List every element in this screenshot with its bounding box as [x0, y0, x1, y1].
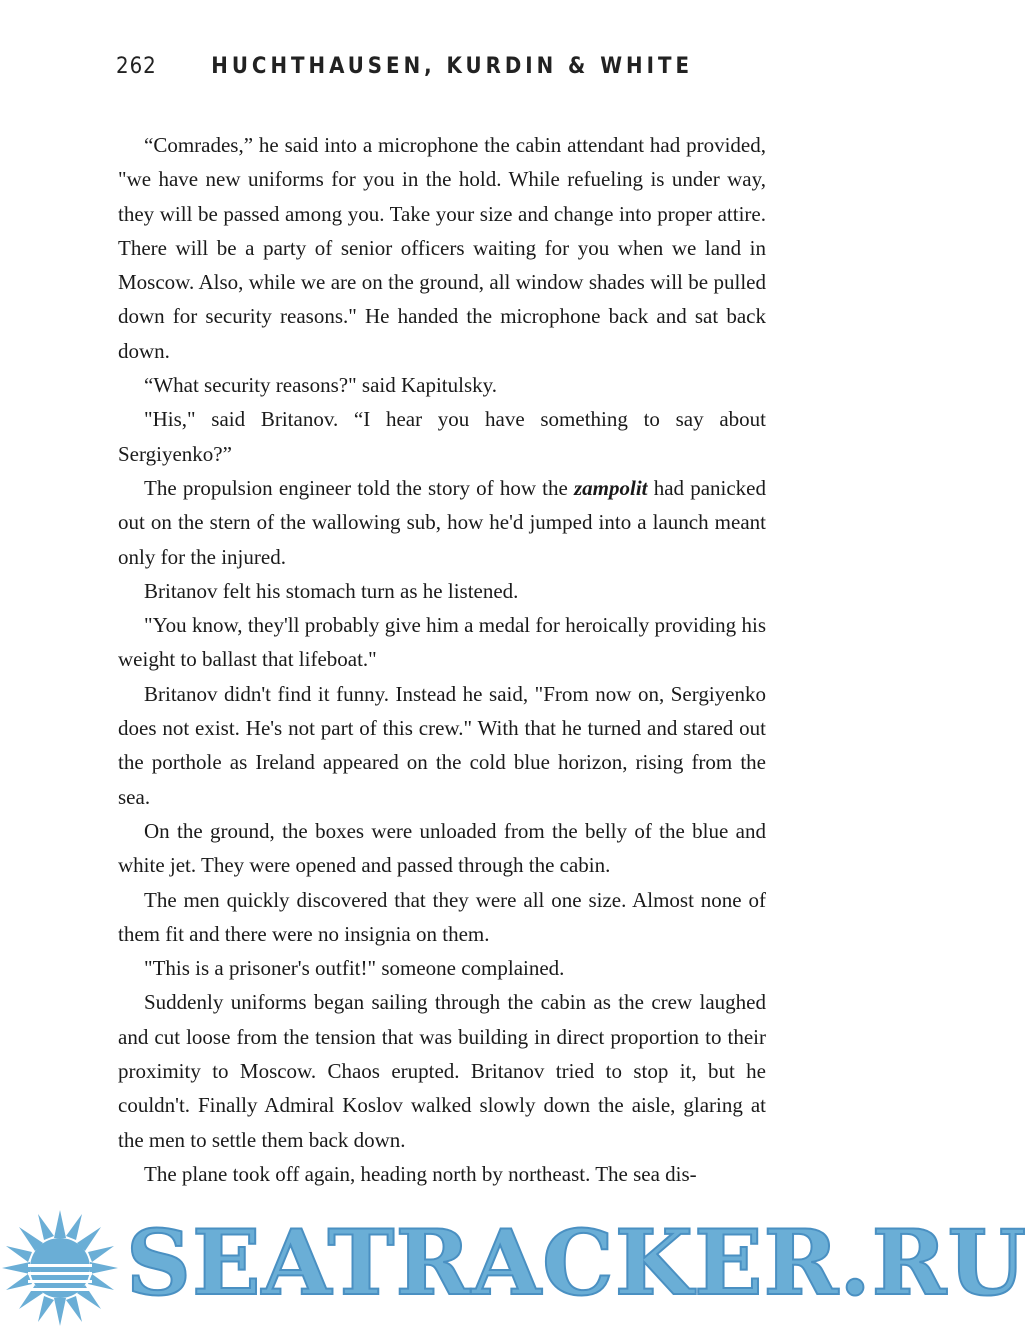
paragraph: "This is a prisoner's outfit!" someone complained.	[144, 956, 565, 981]
paragraph	[118, 471, 766, 574]
paragraph: The men quickly discovered that they were all one size. Almost none of them fit and there were no insignia on them.	[118, 887, 766, 946]
paragraph: On the ground, the boxes were unloaded from the belly of the blue and white jet. They were opened and passed through the cabin.	[118, 818, 766, 878]
emphasis-zampolit: zampolit	[574, 475, 648, 500]
paragraph: The plane took off again, heading north by northeast. The sea dis-	[144, 1161, 697, 1186]
watermark-text: SEATRACKER.RU	[126, 1210, 1027, 1316]
paragraph: Britanov felt his stomach turn as he listened.	[144, 578, 519, 603]
paragraph: "His," said Britanov. “I hear you have something to say about Sergiyenko?”	[118, 407, 766, 466]
paragraph-text: The propulsion engineer told the story of how the	[144, 475, 574, 500]
running-title: HUCHTHAUSEN, KURDIN & WHITE	[211, 54, 693, 79]
page-number: 262	[116, 54, 157, 79]
body-text	[118, 128, 766, 1191]
paragraph-text: had panicked out on the stern of the wallowing sub, how he'd jumped into a launch meant only for the injured.	[118, 475, 766, 569]
paragraph: “Comrades,” he said into a microphone the cabin attendant had provided, "we have new uniforms for you in the hold. While refueling is under way, they will be passed among you. Take your size and change into proper attire. There will be a party of senior officers waiting for you when we land in Moscow. Also, while we are on the ground, all window shades will be pulled down for security reasons." He handed the microphone back and sat back down.	[118, 133, 766, 363]
running-header	[116, 54, 766, 79]
paragraph: Britanov didn't find it funny. Instead he said, "From now on, Sergiyenko does not exist. He's not part of this crew." With that he turned and stared out the porthole as Ireland appeared on the cold blue horizon, rising from the sea.	[118, 681, 766, 809]
paragraph: Suddenly uniforms began sailing through the cabin as the crew laughed and cut loose from the tension that was building in direct proportion to their proximity to Moscow. Chaos erupted. Britanov tried to stop it, but he couldn't. Finally Admiral Koslov walked slowly down the aisle, glaring at the men to settle them back down.	[118, 990, 766, 1152]
paragraph: "You know, they'll probably give him a medal for heroically providing his weight to ballast that lifeboat."	[118, 613, 766, 672]
paragraph: “What security reasons?" said Kapitulsky.	[144, 373, 498, 398]
